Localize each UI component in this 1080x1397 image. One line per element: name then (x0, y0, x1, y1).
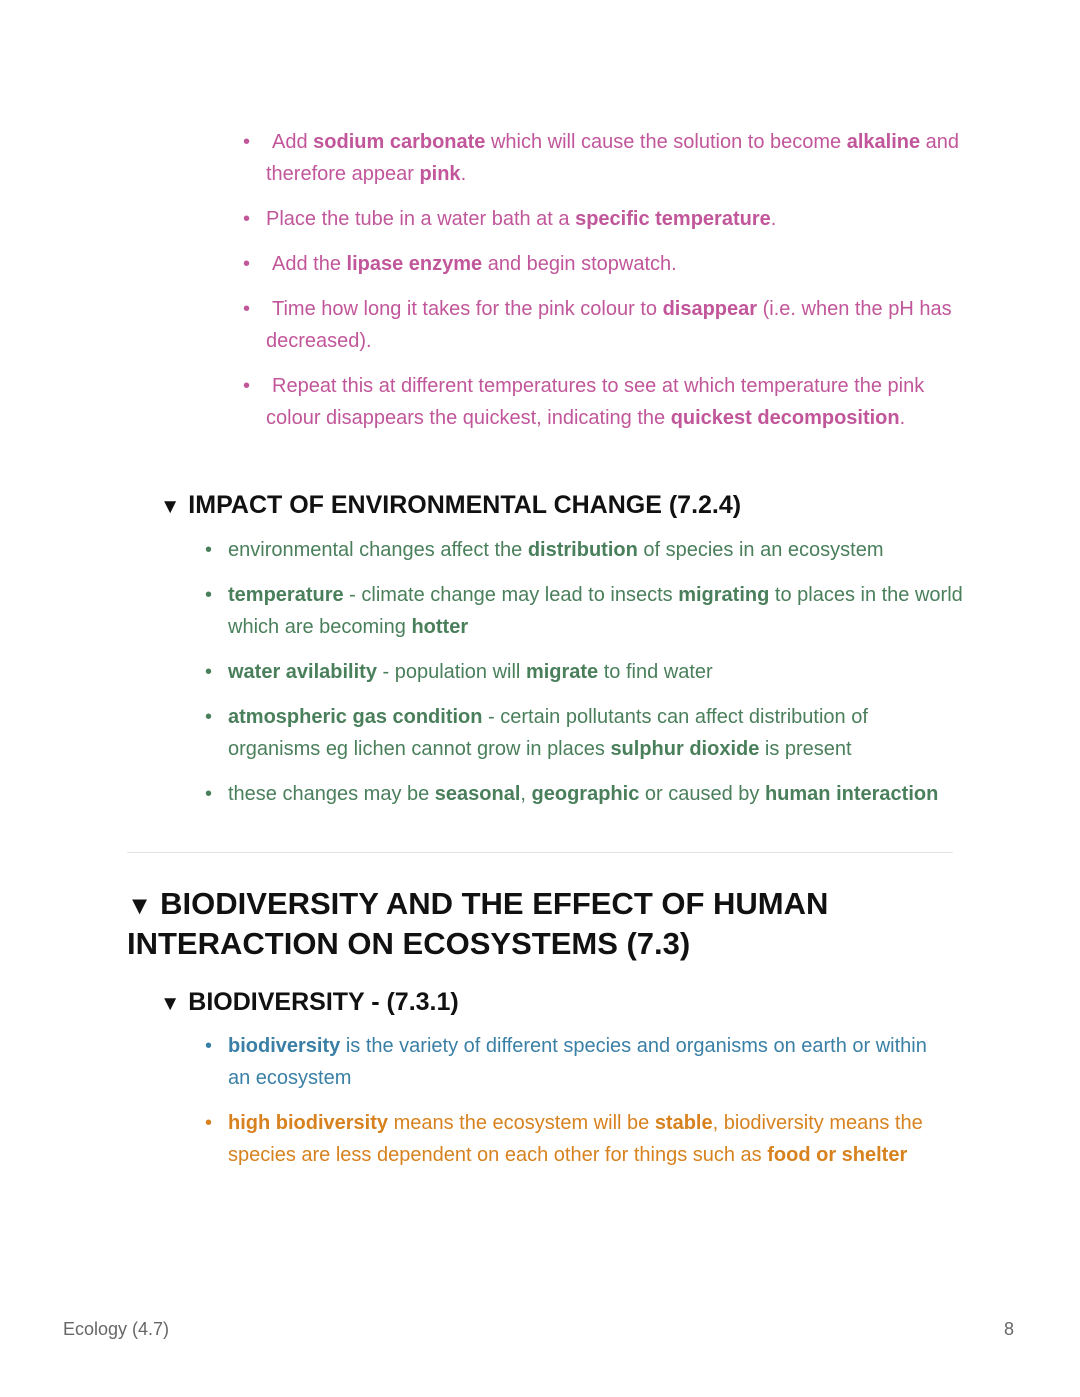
text-run: Add the (272, 253, 347, 275)
bold-term: hotter (411, 616, 469, 638)
text-run: means the ecosystem will be (388, 1112, 655, 1134)
section-divider (127, 852, 953, 853)
list-item (205, 656, 963, 688)
bold-term: sulphur dioxide (610, 738, 760, 760)
text-run: . (460, 163, 467, 185)
bold-term: stable (654, 1112, 713, 1134)
bullet-icon: • (243, 375, 251, 397)
list-item (243, 126, 966, 190)
bold-term: lipase enzyme (346, 253, 483, 275)
bold-term: pink (419, 163, 461, 185)
collapse-triangle-icon[interactable]: ▼ (160, 992, 181, 1015)
list-item (205, 778, 963, 810)
text-run: Add (272, 131, 314, 153)
bullet-icon: • (205, 783, 213, 805)
list-item (205, 701, 963, 765)
collapse-triangle-icon[interactable]: ▼ (127, 892, 153, 920)
text-run: and therefore appear (266, 131, 960, 185)
bold-term: disappear (662, 298, 758, 320)
bold-term: specific temperature (575, 208, 771, 230)
text-run: - population will (376, 661, 526, 683)
bold-term: human interaction (764, 783, 939, 805)
bold-term: sodium carbonate (313, 131, 486, 153)
bullet-icon: • (243, 208, 251, 230)
bullet-icon: • (205, 1035, 213, 1057)
bold-term: migrating (678, 584, 770, 606)
bullet-icon: • (243, 298, 251, 320)
bold-term: distribution (527, 539, 638, 561)
bold-term: seasonal (434, 783, 521, 805)
list-item (205, 534, 963, 566)
text-run: and begin stopwatch. (482, 253, 677, 275)
list-item (243, 248, 966, 280)
text-run: to places in the world which are becoming (228, 584, 963, 638)
text-run: (i.e. when the pH has decreased). (266, 298, 952, 352)
page-number: 8 (1004, 1319, 1015, 1339)
environmental-change-list (205, 534, 963, 823)
bullet-icon: • (205, 706, 213, 728)
text-run: these changes may be (228, 783, 435, 805)
bold-term: temperature (228, 584, 344, 606)
text-run: - climate change may lead to insects (343, 584, 679, 606)
bold-term: food or shelter (767, 1144, 908, 1166)
text-run: Repeat this at different temperatures to see at which temperature the pink colour disappears the quickest, indicating the (266, 375, 925, 429)
procedure-list (243, 126, 966, 447)
list-item (205, 1107, 948, 1171)
text-run: environmental changes affect the (228, 539, 528, 561)
list-item (243, 203, 966, 235)
bullet-icon: • (205, 584, 213, 606)
text-run: is the variety of different species and organisms on earth or within an ecosystem (228, 1035, 927, 1089)
text-run: which will cause the solution to become (485, 131, 847, 153)
heading-environmental-change[interactable]: ▼ IMPACT OF ENVIRONMENTAL CHANGE (7.2.4) (160, 490, 741, 522)
bold-term: biodiversity (228, 1035, 341, 1057)
text-run: , biodiversity means the species are less dependent on each other for things such as (228, 1112, 923, 1166)
list-item (243, 293, 966, 357)
list-item (205, 1030, 948, 1094)
text-run: . (899, 407, 906, 429)
bullet-icon: • (243, 253, 251, 275)
text-run: to find water (598, 661, 713, 683)
list-item (205, 579, 963, 643)
bold-term: geographic (531, 783, 640, 805)
text-run: is present (759, 738, 852, 760)
text-run: . (770, 208, 777, 230)
text-run: Place the tube in a water bath at a (266, 208, 576, 230)
bullet-icon: • (243, 131, 251, 153)
bold-term: atmospheric gas condition (228, 706, 483, 728)
text-run: or caused by (639, 783, 765, 805)
text-run: of species in an ecosystem (637, 539, 884, 561)
footer-title: Ecology (4.7) (63, 1319, 170, 1339)
bullet-icon: • (205, 661, 213, 683)
text-run: - certain pollutants can affect distribution of organisms eg lichen cannot grow in places (228, 706, 868, 760)
collapse-triangle-icon[interactable]: ▼ (160, 495, 181, 518)
bold-term: migrate (525, 661, 599, 683)
bullet-icon: • (205, 539, 213, 561)
biodiversity-list (205, 1030, 948, 1184)
heading-biodiversity[interactable]: ▼ BIODIVERSITY - (7.3.1) (160, 987, 459, 1019)
heading-biodiversity-human-interaction[interactable]: ▼ BIODIVERSITY AND THE EFFECT OF HUMAN INTERACTION ON ECOSYSTEMS (7.3) (127, 886, 829, 961)
text-run: Time how long it takes for the pink colour to (272, 298, 663, 320)
bold-term: alkaline (846, 131, 921, 153)
bold-term: quickest decomposition (670, 407, 900, 429)
list-item (243, 370, 966, 434)
bold-term: water avilability (228, 661, 377, 683)
text-run: , (520, 783, 532, 805)
bold-term: high biodiversity (228, 1112, 389, 1134)
bullet-icon: • (205, 1112, 213, 1134)
